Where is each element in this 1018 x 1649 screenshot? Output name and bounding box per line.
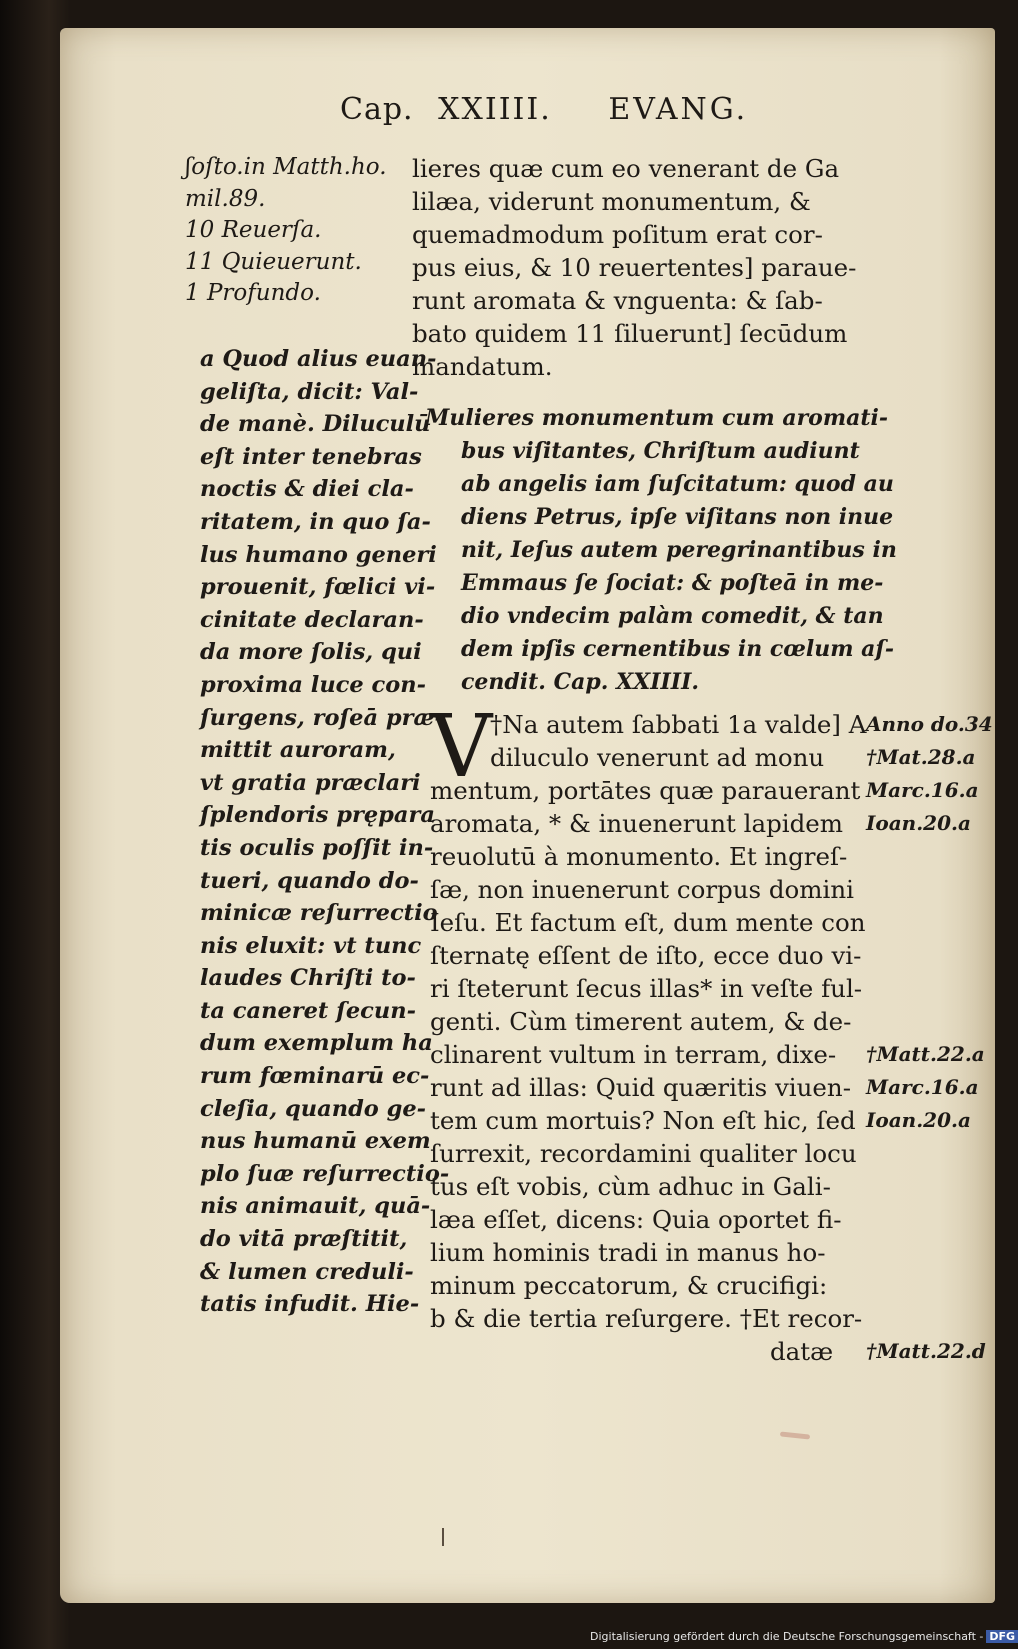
page-edge-mark: [442, 1528, 454, 1546]
gloss-line: noctis & diei cla-: [200, 476, 414, 503]
text-line: genti. Cùm timerent autem, & de-: [430, 1007, 852, 1036]
dfg-logo: DFG: [986, 1630, 1018, 1643]
gloss-line: da more ſolis, qui: [200, 639, 422, 666]
gloss-line: a Quod alius euan-: [200, 346, 437, 372]
gloss-line: tatis infudit. Hie-: [200, 1291, 420, 1318]
summary-line: ab angelis iam ſuſcitatum: quod au: [461, 471, 894, 497]
text-line: mentum, portātes quæ parauerant: [430, 776, 861, 805]
chapter-summary: [425, 402, 897, 699]
gloss-line: geliſta, dicit: Val-: [200, 378, 419, 405]
gloss-line: cleſia, quando ge-: [200, 1095, 427, 1122]
reference-note: Marc.16.a: [866, 1075, 979, 1099]
summary-line: cendit. Cap. XXIIII.: [461, 669, 700, 695]
text-line: læa eſſet, dicens: Quia oportet fi-: [430, 1205, 842, 1234]
gloss-line: tis oculis poſſit in-: [200, 834, 434, 861]
margin-note: ʃoſto.in Matth.ho.: [185, 154, 387, 180]
header-book: EVANG.: [608, 92, 749, 127]
summary-line: Emmaus ſe ſociat: & poſteā in me-: [461, 570, 884, 596]
text-line: clinarent vultum in terram, dixe-: [430, 1040, 837, 1069]
gloss-line: de manè. Diluculū: [200, 411, 431, 438]
gloss-line: ta caneret ſecun-: [200, 997, 416, 1024]
header-cap: Cap.: [340, 92, 414, 127]
gloss-line: nis eluxit: vt tunc: [200, 932, 422, 959]
gloss-line: vt gratia præclari: [200, 769, 421, 796]
text-line: aromata, * & inuenerunt lapidem: [430, 809, 844, 838]
summary-line: Mulieres monumentum cum aromati-: [425, 405, 889, 431]
reference-note: Ioan.20.a: [866, 811, 971, 835]
summary-line: bus viſitantes, Chriſtum audiunt: [461, 438, 860, 464]
gloss-line: nis animauit, quā-: [200, 1193, 431, 1220]
reference-note: Marc.16.a: [866, 778, 979, 802]
body-text: [430, 697, 870, 1368]
gloss-line: eſt inter tenebras: [200, 443, 422, 470]
left-gloss-column: [200, 343, 450, 1321]
running-header: [340, 92, 780, 127]
summary-line: nit, Ieſus autem peregrinantibus in: [461, 537, 897, 563]
gloss-line: cinitate declaran-: [200, 606, 424, 633]
summary-line: dem ipſis cernentibus in cœlum aſ-: [461, 636, 894, 662]
gloss-line: rum fœminarū ec-: [200, 1063, 430, 1090]
text-line: ſternatę eſſent de iſto, ecce duo vi-: [430, 941, 862, 970]
text-line: bato quidem 11 ſiluerunt] ſecūdum: [412, 319, 848, 348]
text-line: Ieſu. Et factum eſt, dum mente con: [430, 908, 866, 937]
main-text-top: [412, 152, 857, 383]
right-margin-references: [866, 708, 1001, 1368]
text-line: tus eſt vobis, cùm adhuc in Gali-: [430, 1172, 831, 1201]
catchword: datæ: [770, 1337, 834, 1366]
reference-note: †Mat.28.a: [866, 745, 976, 769]
gloss-line: laudes Chriſti to-: [200, 965, 416, 992]
text-line: runt aromata & vnguenta: & ſab-: [412, 286, 823, 315]
text-line: ri ſteterunt ſecus illas* in veſte ful-: [430, 974, 863, 1003]
reference-note: †Matt.22.a: [866, 1042, 985, 1066]
credit-text: Digitalisierung gefördert durch die Deutsche Forschungsgemeinschaft -: [590, 1630, 984, 1643]
gloss-line: prouenit, fœlici vi-: [200, 574, 436, 601]
reference-note: Ioan.20.a: [866, 1108, 971, 1132]
gloss-line: ſurgens, roſeā præ-: [200, 704, 444, 731]
text-line: tem cum mortuis? Non eſt hic, ſed: [430, 1106, 856, 1135]
gloss-line: proxima luce con-: [200, 671, 426, 698]
text-line: reuolutū à monumento. Et ingreſ-: [430, 842, 848, 871]
reference-note: †Matt.22.d: [866, 1339, 986, 1363]
gloss-line: ſplendoris prępara: [200, 802, 435, 829]
gloss-line: ritatem, in quo ſa-: [200, 508, 431, 535]
left-margin-notes: [185, 152, 415, 310]
text-line: minum peccatorum, & crucifigi:: [430, 1271, 828, 1300]
gloss-line: minicæ reſurrectio: [200, 900, 438, 927]
digitization-credit: [590, 1630, 1018, 1643]
text-line: quemadmodum poſitum erat cor-: [412, 220, 823, 249]
margin-note: 10 Reuerſa.: [185, 217, 322, 244]
margin-note: mil.89.: [185, 185, 266, 212]
margin-note: 1 Profundo.: [185, 280, 321, 307]
gloss-line: do vitā præſtitit,: [200, 1226, 408, 1253]
gloss-line: mittit auroram,: [200, 737, 396, 764]
text-line: †Na autem ſabbati 1a valde] A: [490, 710, 867, 739]
text-line: ſæ, non inuenerunt corpus domini: [430, 875, 854, 904]
gloss-line: dum exemplum ha: [200, 1030, 433, 1057]
text-line: lieres quæ cum eo venerant de Ga: [412, 154, 840, 183]
drop-cap-letter: V: [430, 697, 493, 797]
header-chapter: XXIIII.: [438, 92, 552, 127]
text-line: b & die tertia reſurgere. †Et recor-: [430, 1304, 863, 1333]
gloss-line: & lumen creduli-: [200, 1258, 414, 1285]
summary-line: diens Petrus, ipſe viſitans non inue: [461, 504, 894, 530]
summary-line: dio vndecim palàm comedit, & tan: [461, 603, 884, 629]
reference-note: Anno do.34: [866, 712, 993, 736]
text-line: lilæa, viderunt monumentum, &: [412, 187, 811, 216]
text-line: diluculo venerunt ad monu: [490, 743, 825, 772]
text-line: mandatum.: [412, 352, 553, 381]
gloss-line: nus humanū exem: [200, 1128, 431, 1155]
gloss-line: lus humano generi: [200, 541, 437, 568]
gloss-line: tueri, quando do-: [200, 867, 419, 894]
text-line: runt ad illas: Quid quæritis viuen-: [430, 1073, 851, 1102]
margin-note: 11 Quieuerunt.: [185, 248, 362, 275]
gloss-line: plo ſuæ reſurrectio-: [200, 1160, 450, 1187]
text-line: pus eius, & 10 reuertentes] paraue-: [412, 253, 857, 282]
text-line: ſurrexit, recordamini qualiter locu: [430, 1139, 857, 1168]
text-line: lium hominis tradi in manus ho-: [430, 1238, 826, 1267]
